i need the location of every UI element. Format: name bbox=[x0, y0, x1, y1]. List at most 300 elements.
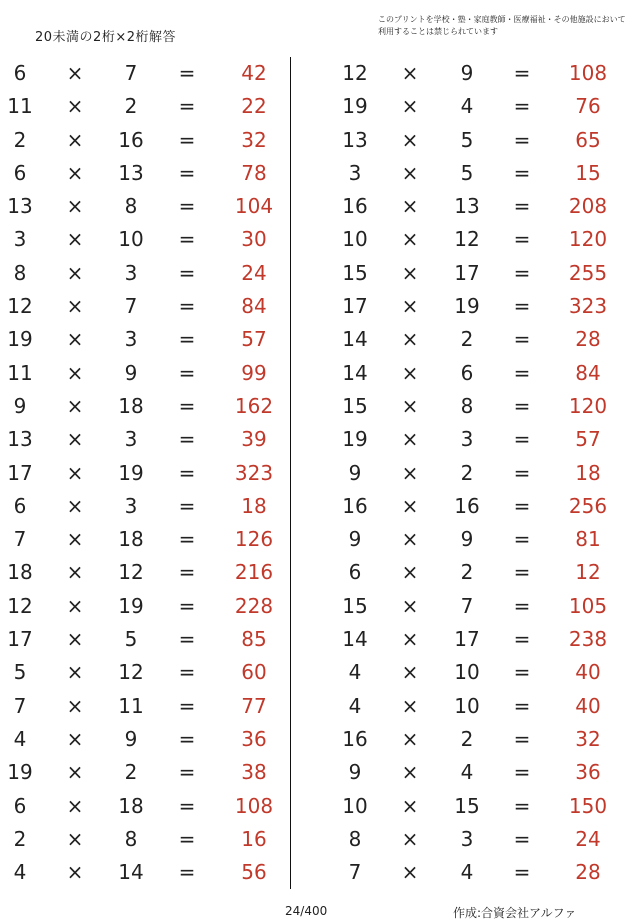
equals-sign: = bbox=[178, 860, 196, 885]
operand-b: 3 bbox=[460, 427, 474, 452]
operand-a: 6 bbox=[348, 560, 362, 585]
equals-sign: = bbox=[513, 427, 531, 452]
equals-sign: = bbox=[513, 760, 531, 785]
problem-row bbox=[320, 323, 620, 356]
operand-a: 12 bbox=[7, 593, 33, 618]
operand-a: 17 bbox=[7, 627, 33, 652]
operand-a: 18 bbox=[7, 560, 33, 585]
problem-row bbox=[0, 490, 300, 523]
operand-a: 6 bbox=[13, 493, 27, 518]
answer: 36 bbox=[575, 760, 601, 785]
times-sign: × bbox=[66, 127, 84, 152]
times-sign: × bbox=[66, 726, 84, 751]
equals-sign: = bbox=[513, 560, 531, 585]
times-sign: × bbox=[401, 460, 419, 485]
operand-a: 13 bbox=[342, 127, 368, 152]
operand-b: 18 bbox=[118, 393, 144, 418]
equals-sign: = bbox=[178, 693, 196, 718]
problem-row bbox=[0, 623, 300, 656]
operand-a: 8 bbox=[13, 260, 27, 285]
operand-b: 17 bbox=[454, 627, 480, 652]
operand-a: 10 bbox=[342, 793, 368, 818]
times-sign: × bbox=[66, 527, 84, 552]
answer: 28 bbox=[575, 860, 601, 885]
operand-a: 17 bbox=[342, 294, 368, 319]
operand-b: 13 bbox=[454, 194, 480, 219]
operand-a: 19 bbox=[7, 327, 33, 352]
equals-sign: = bbox=[178, 360, 196, 385]
answer: 104 bbox=[234, 194, 274, 219]
times-sign: × bbox=[401, 160, 419, 185]
operand-b: 18 bbox=[118, 793, 144, 818]
equals-sign: = bbox=[513, 826, 531, 851]
operand-a: 9 bbox=[348, 527, 362, 552]
equals-sign: = bbox=[513, 593, 531, 618]
answer: 57 bbox=[575, 427, 601, 452]
times-sign: × bbox=[66, 826, 84, 851]
equals-sign: = bbox=[178, 94, 196, 119]
equals-sign: = bbox=[178, 660, 196, 685]
problem-row bbox=[0, 656, 300, 689]
problem-row bbox=[0, 290, 300, 323]
problem-row bbox=[0, 357, 300, 390]
equals-sign: = bbox=[178, 527, 196, 552]
operand-b: 3 bbox=[124, 493, 138, 518]
operand-a: 9 bbox=[348, 760, 362, 785]
operand-a: 14 bbox=[342, 360, 368, 385]
operand-b: 12 bbox=[118, 660, 144, 685]
operand-a: 12 bbox=[342, 61, 368, 85]
problem-row bbox=[0, 90, 300, 123]
equals-sign: = bbox=[178, 194, 196, 219]
operand-b: 17 bbox=[454, 260, 480, 285]
answer: 32 bbox=[241, 127, 267, 152]
operand-a: 6 bbox=[13, 61, 27, 85]
times-sign: × bbox=[66, 493, 84, 518]
times-sign: × bbox=[66, 760, 84, 785]
answer: 39 bbox=[241, 427, 267, 452]
problem-row bbox=[320, 656, 620, 689]
operand-a: 9 bbox=[13, 393, 27, 418]
times-sign: × bbox=[66, 61, 84, 85]
operand-a: 3 bbox=[348, 160, 362, 185]
equals-sign: = bbox=[178, 493, 196, 518]
operand-b: 9 bbox=[124, 726, 138, 751]
operand-b: 7 bbox=[124, 61, 138, 85]
operand-a: 10 bbox=[342, 227, 368, 252]
operand-b: 10 bbox=[118, 227, 144, 252]
times-sign: × bbox=[401, 760, 419, 785]
times-sign: × bbox=[66, 227, 84, 252]
problem-row bbox=[320, 756, 620, 789]
times-sign: × bbox=[401, 61, 419, 85]
times-sign: × bbox=[66, 194, 84, 219]
times-sign: × bbox=[66, 560, 84, 585]
answer: 42 bbox=[241, 61, 267, 85]
problem-row bbox=[320, 423, 620, 456]
times-sign: × bbox=[401, 693, 419, 718]
answer: 78 bbox=[241, 160, 267, 185]
page-number: 24/400 bbox=[285, 904, 328, 918]
operand-b: 2 bbox=[460, 460, 474, 485]
problem-row bbox=[0, 790, 300, 823]
answer: 238 bbox=[568, 627, 608, 652]
answer: 162 bbox=[234, 393, 274, 418]
times-sign: × bbox=[401, 294, 419, 319]
equals-sign: = bbox=[513, 360, 531, 385]
equals-sign: = bbox=[178, 227, 196, 252]
equals-sign: = bbox=[513, 160, 531, 185]
problem-row bbox=[0, 856, 300, 889]
answer: 105 bbox=[568, 593, 608, 618]
problem-row bbox=[0, 457, 300, 490]
times-sign: × bbox=[66, 160, 84, 185]
times-sign: × bbox=[66, 460, 84, 485]
problem-row bbox=[320, 257, 620, 290]
problem-row bbox=[320, 556, 620, 589]
equals-sign: = bbox=[178, 393, 196, 418]
operand-b: 3 bbox=[460, 826, 474, 851]
times-sign: × bbox=[401, 194, 419, 219]
equals-sign: = bbox=[513, 127, 531, 152]
problem-row bbox=[320, 357, 620, 390]
answer: 150 bbox=[568, 793, 608, 818]
operand-b: 3 bbox=[124, 327, 138, 352]
answer: 76 bbox=[575, 94, 601, 119]
operand-b: 2 bbox=[124, 760, 138, 785]
problem-row bbox=[0, 556, 300, 589]
problem-row bbox=[320, 190, 620, 223]
operand-b: 12 bbox=[118, 560, 144, 585]
operand-a: 6 bbox=[13, 160, 27, 185]
operand-b: 6 bbox=[460, 360, 474, 385]
operand-a: 5 bbox=[13, 660, 27, 685]
problem-row bbox=[320, 124, 620, 157]
problem-row bbox=[320, 790, 620, 823]
operand-a: 13 bbox=[7, 427, 33, 452]
operand-a: 11 bbox=[7, 94, 33, 119]
operand-b: 10 bbox=[454, 693, 480, 718]
operand-a: 11 bbox=[7, 360, 33, 385]
equals-sign: = bbox=[513, 627, 531, 652]
operand-a: 2 bbox=[13, 826, 27, 851]
times-sign: × bbox=[66, 260, 84, 285]
answer: 30 bbox=[241, 227, 267, 252]
operand-a: 13 bbox=[7, 194, 33, 219]
answer: 28 bbox=[575, 327, 601, 352]
operand-b: 4 bbox=[460, 94, 474, 119]
answer: 85 bbox=[241, 627, 267, 652]
equals-sign: = bbox=[178, 726, 196, 751]
equals-sign: = bbox=[513, 61, 531, 85]
times-sign: × bbox=[401, 127, 419, 152]
operand-a: 15 bbox=[342, 393, 368, 418]
answer: 323 bbox=[234, 460, 274, 485]
times-sign: × bbox=[401, 227, 419, 252]
operand-a: 16 bbox=[342, 726, 368, 751]
answer: 99 bbox=[241, 360, 267, 385]
left-problem-column bbox=[0, 57, 300, 889]
operand-b: 10 bbox=[454, 660, 480, 685]
equals-sign: = bbox=[178, 793, 196, 818]
answer: 40 bbox=[575, 693, 601, 718]
times-sign: × bbox=[401, 360, 419, 385]
equals-sign: = bbox=[178, 427, 196, 452]
times-sign: × bbox=[401, 94, 419, 119]
equals-sign: = bbox=[178, 61, 196, 85]
operand-b: 5 bbox=[124, 627, 138, 652]
operand-b: 12 bbox=[454, 227, 480, 252]
equals-sign: = bbox=[178, 327, 196, 352]
answer: 84 bbox=[241, 294, 267, 319]
problem-row bbox=[320, 490, 620, 523]
operand-b: 3 bbox=[124, 260, 138, 285]
operand-a: 19 bbox=[7, 760, 33, 785]
operand-b: 19 bbox=[118, 460, 144, 485]
problem-row bbox=[0, 823, 300, 856]
page-title: 20未満の2桁×2桁解答 bbox=[35, 30, 176, 45]
problem-row bbox=[320, 157, 620, 190]
problem-row bbox=[0, 223, 300, 256]
times-sign: × bbox=[66, 294, 84, 319]
times-sign: × bbox=[401, 860, 419, 885]
problem-row bbox=[320, 823, 620, 856]
answer: 126 bbox=[234, 527, 274, 552]
answer: 256 bbox=[568, 493, 608, 518]
answer: 38 bbox=[241, 760, 267, 785]
answer: 15 bbox=[575, 160, 601, 185]
times-sign: × bbox=[66, 593, 84, 618]
problem-row bbox=[320, 390, 620, 423]
operand-b: 2 bbox=[460, 726, 474, 751]
equals-sign: = bbox=[178, 560, 196, 585]
operand-b: 4 bbox=[460, 760, 474, 785]
problem-row bbox=[0, 590, 300, 623]
problem-row bbox=[0, 190, 300, 223]
problem-row bbox=[320, 290, 620, 323]
answer: 81 bbox=[575, 527, 601, 552]
equals-sign: = bbox=[513, 327, 531, 352]
operand-b: 19 bbox=[118, 593, 144, 618]
equals-sign: = bbox=[178, 826, 196, 851]
equals-sign: = bbox=[178, 160, 196, 185]
equals-sign: = bbox=[513, 726, 531, 751]
times-sign: × bbox=[66, 793, 84, 818]
equals-sign: = bbox=[513, 260, 531, 285]
answer: 84 bbox=[575, 360, 601, 385]
times-sign: × bbox=[401, 493, 419, 518]
problem-row bbox=[320, 90, 620, 123]
times-sign: × bbox=[401, 260, 419, 285]
times-sign: × bbox=[66, 427, 84, 452]
operand-a: 16 bbox=[342, 493, 368, 518]
problem-row bbox=[0, 390, 300, 423]
equals-sign: = bbox=[513, 693, 531, 718]
answer: 120 bbox=[568, 393, 608, 418]
answer: 12 bbox=[575, 560, 601, 585]
times-sign: × bbox=[401, 793, 419, 818]
operand-b: 5 bbox=[460, 160, 474, 185]
answer: 216 bbox=[234, 560, 274, 585]
operand-a: 17 bbox=[7, 460, 33, 485]
equals-sign: = bbox=[178, 627, 196, 652]
operand-a: 4 bbox=[348, 660, 362, 685]
problem-row bbox=[320, 223, 620, 256]
operand-a: 14 bbox=[342, 627, 368, 652]
equals-sign: = bbox=[178, 593, 196, 618]
operand-a: 7 bbox=[13, 693, 27, 718]
operand-a: 3 bbox=[13, 227, 27, 252]
operand-b: 9 bbox=[460, 527, 474, 552]
operand-b: 9 bbox=[460, 61, 474, 85]
operand-b: 2 bbox=[460, 327, 474, 352]
operand-b: 2 bbox=[124, 94, 138, 119]
answer: 18 bbox=[241, 493, 267, 518]
equals-sign: = bbox=[513, 393, 531, 418]
answer: 57 bbox=[241, 327, 267, 352]
times-sign: × bbox=[66, 327, 84, 352]
problem-row bbox=[0, 157, 300, 190]
operand-b: 8 bbox=[124, 194, 138, 219]
operand-a: 7 bbox=[13, 527, 27, 552]
equals-sign: = bbox=[513, 793, 531, 818]
equals-sign: = bbox=[513, 460, 531, 485]
usage-notice: このプリントを学校・塾・家庭教師・医療福祉・その他施設において利用することは禁じられています bbox=[378, 15, 626, 36]
answer: 228 bbox=[234, 593, 274, 618]
operand-b: 13 bbox=[118, 160, 144, 185]
answer: 208 bbox=[568, 194, 608, 219]
times-sign: × bbox=[401, 826, 419, 851]
operand-b: 15 bbox=[454, 793, 480, 818]
answer: 16 bbox=[241, 826, 267, 851]
problem-row bbox=[0, 423, 300, 456]
times-sign: × bbox=[401, 560, 419, 585]
times-sign: × bbox=[401, 726, 419, 751]
answer: 323 bbox=[568, 294, 608, 319]
operand-a: 16 bbox=[342, 194, 368, 219]
operand-a: 14 bbox=[342, 327, 368, 352]
problem-row bbox=[0, 756, 300, 789]
answer: 77 bbox=[241, 693, 267, 718]
operand-b: 18 bbox=[118, 527, 144, 552]
answer: 60 bbox=[241, 660, 267, 685]
operand-a: 12 bbox=[7, 294, 33, 319]
equals-sign: = bbox=[178, 127, 196, 152]
operand-b: 7 bbox=[460, 593, 474, 618]
times-sign: × bbox=[401, 627, 419, 652]
problem-row bbox=[320, 623, 620, 656]
equals-sign: = bbox=[178, 760, 196, 785]
times-sign: × bbox=[66, 627, 84, 652]
operand-a: 2 bbox=[13, 127, 27, 152]
operand-b: 5 bbox=[460, 127, 474, 152]
times-sign: × bbox=[66, 360, 84, 385]
problem-row bbox=[0, 523, 300, 556]
author-credit: 作成:合資会社アルファ bbox=[453, 906, 577, 920]
problem-row bbox=[0, 723, 300, 756]
times-sign: × bbox=[401, 327, 419, 352]
operand-b: 8 bbox=[460, 393, 474, 418]
operand-b: 11 bbox=[118, 693, 144, 718]
problem-row bbox=[320, 457, 620, 490]
answer: 108 bbox=[234, 793, 274, 818]
answer: 56 bbox=[241, 860, 267, 885]
operand-a: 15 bbox=[342, 260, 368, 285]
answer: 24 bbox=[241, 260, 267, 285]
problem-row bbox=[320, 856, 620, 889]
times-sign: × bbox=[66, 693, 84, 718]
operand-a: 4 bbox=[13, 726, 27, 751]
answer: 24 bbox=[575, 826, 601, 851]
problem-row bbox=[320, 723, 620, 756]
answer: 108 bbox=[568, 61, 608, 85]
answer: 255 bbox=[568, 260, 608, 285]
answer: 18 bbox=[575, 460, 601, 485]
equals-sign: = bbox=[513, 860, 531, 885]
answer: 36 bbox=[241, 726, 267, 751]
operand-b: 16 bbox=[454, 493, 480, 518]
equals-sign: = bbox=[513, 493, 531, 518]
times-sign: × bbox=[66, 393, 84, 418]
answer: 32 bbox=[575, 726, 601, 751]
problem-row bbox=[320, 57, 620, 90]
operand-b: 16 bbox=[118, 127, 144, 152]
equals-sign: = bbox=[513, 94, 531, 119]
problem-row bbox=[320, 523, 620, 556]
times-sign: × bbox=[66, 94, 84, 119]
answer: 40 bbox=[575, 660, 601, 685]
operand-b: 19 bbox=[454, 294, 480, 319]
times-sign: × bbox=[401, 660, 419, 685]
operand-a: 7 bbox=[348, 860, 362, 885]
operand-a: 19 bbox=[342, 94, 368, 119]
problem-row bbox=[0, 57, 300, 90]
times-sign: × bbox=[401, 527, 419, 552]
times-sign: × bbox=[401, 427, 419, 452]
problem-row bbox=[0, 257, 300, 290]
answer: 120 bbox=[568, 227, 608, 252]
equals-sign: = bbox=[178, 460, 196, 485]
answer: 65 bbox=[575, 127, 601, 152]
operand-b: 14 bbox=[118, 860, 144, 885]
equals-sign: = bbox=[178, 260, 196, 285]
operand-a: 15 bbox=[342, 593, 368, 618]
equals-sign: = bbox=[513, 227, 531, 252]
equals-sign: = bbox=[513, 660, 531, 685]
times-sign: × bbox=[66, 660, 84, 685]
operand-a: 4 bbox=[348, 693, 362, 718]
problem-row bbox=[0, 124, 300, 157]
times-sign: × bbox=[401, 593, 419, 618]
operand-a: 6 bbox=[13, 793, 27, 818]
operand-b: 9 bbox=[124, 360, 138, 385]
operand-a: 19 bbox=[342, 427, 368, 452]
operand-b: 2 bbox=[460, 560, 474, 585]
answer: 22 bbox=[241, 94, 267, 119]
operand-a: 4 bbox=[13, 860, 27, 885]
operand-a: 8 bbox=[348, 826, 362, 851]
problem-row bbox=[0, 690, 300, 723]
right-problem-column bbox=[320, 57, 620, 889]
equals-sign: = bbox=[513, 194, 531, 219]
problem-row bbox=[320, 690, 620, 723]
column-divider bbox=[290, 57, 291, 889]
equals-sign: = bbox=[178, 294, 196, 319]
operand-a: 9 bbox=[348, 460, 362, 485]
operand-b: 3 bbox=[124, 427, 138, 452]
times-sign: × bbox=[401, 393, 419, 418]
problem-row bbox=[320, 590, 620, 623]
